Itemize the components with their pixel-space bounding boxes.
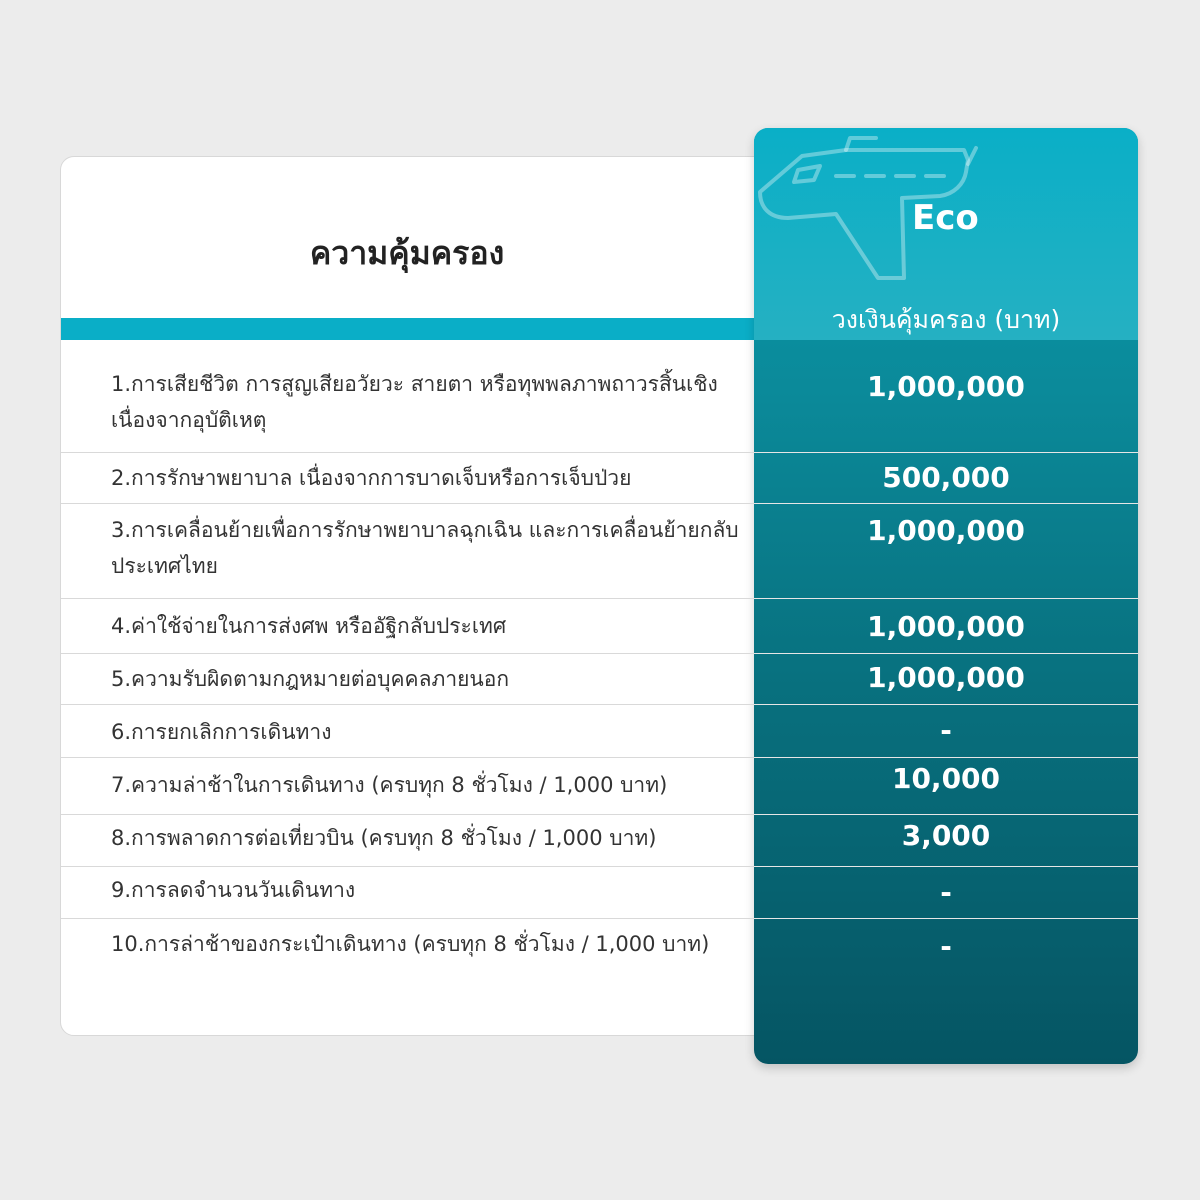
coverage-label: 9.การลดจำนวนวันเดินทาง (111, 878, 356, 902)
coverage-value: 10,000 (891, 762, 1001, 795)
coverage-value: 1,000,000 (867, 514, 1025, 547)
coverage-row (61, 599, 1138, 654)
coverage-row (61, 654, 1138, 705)
coverage-label: 6.การยกเลิกการเดินทาง (111, 720, 332, 744)
coverage-label: 10.การล่าช้าของกระเป๋าเดินทาง (ครบทุก 8 ชั่วโมง / 1,000 บาท) (111, 932, 710, 956)
coverage-row (61, 705, 1138, 758)
coverage-value: - (940, 714, 952, 747)
coverage-row (61, 340, 1138, 453)
amount-heading: วงเงินคุ้มครอง (บาท) (831, 305, 1061, 334)
coverage-row (61, 453, 1138, 504)
coverage-row (61, 919, 1138, 989)
coverage-label: 2.การรักษาพยาบาล เนื่องจากการบาดเจ็บหรือการเจ็บป่วย (111, 466, 632, 490)
coverage-value: - (940, 930, 952, 963)
coverage-value: 500,000 (882, 461, 1010, 494)
plan-header (754, 128, 1138, 340)
coverage-label: 5.ความรับผิดตามกฎหมายต่อบุคคลภายนอก (111, 667, 510, 691)
coverage-label: 7.ความล่าช้าในการเดินทาง (ครบทุก 8 ชั่วโมง / 1,000 บาท) (111, 773, 668, 797)
coverage-row (61, 815, 1138, 867)
coverage-value: 3,000 (901, 819, 991, 852)
coverage-value: 1,000,000 (867, 370, 1025, 403)
plan-name: Eco (912, 198, 979, 238)
coverage-row (61, 867, 1138, 919)
coverage-row (61, 504, 1138, 599)
coverage-label: 4.ค่าใช้จ่ายในการส่งศพ หรืออัฐิกลับประเทศ (111, 614, 507, 638)
coverage-row (61, 758, 1138, 815)
header-divider-band (61, 318, 761, 340)
coverage-value: 1,000,000 (867, 610, 1025, 643)
coverage-title: ความคุ้มครอง (309, 234, 505, 272)
coverage-value: 1,000,000 (867, 661, 1025, 694)
coverage-label: 8.การพลาดการต่อเที่ยวบิน (ครบทุก 8 ชั่วโมง / 1,000 บาท) (111, 826, 657, 850)
coverage-value: - (940, 876, 952, 909)
coverage-label: 1.การเสียชีวิต การสูญเสียอวัยวะ สายตา หรือทุพพลภาพถาวรสิ้นเชิงเนื่องจากอุบัติเหตุ (111, 372, 718, 432)
coverage-label: 3.การเคลื่อนย้ายเพื่อการรักษาพยาบาลฉุกเฉิน และการเคลื่อนย้ายกลับประเทศไทย (111, 518, 739, 578)
